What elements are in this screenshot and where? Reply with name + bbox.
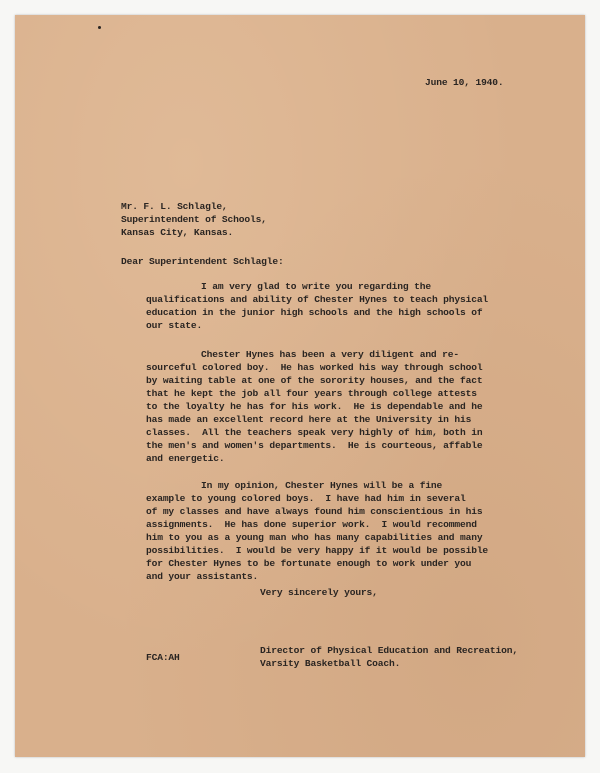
body-line: and energetic. (146, 453, 225, 464)
body-line: sourceful colored boy. He has worked his way through school (146, 362, 483, 373)
typist-initials: FCA:AH (146, 652, 180, 663)
letter-sheet (15, 15, 585, 757)
closing: Very sincerely yours, (260, 587, 378, 598)
body-line: our state. (146, 320, 203, 331)
body-line: In my opinion, Chester Hynes will be a fine (173, 480, 443, 491)
body-line: example to young colored boys. I have had him in several (146, 493, 466, 504)
body-line: has made an excellent record here at the University in his (146, 414, 472, 425)
body-line: that he kept the job all four years through college attests (146, 388, 477, 399)
recipient-line: Mr. F. L. Schlagle, (121, 201, 228, 212)
body-line: for Chester Hynes to be fortunate enough to work under you (146, 558, 472, 569)
letter-date: June 10, 1940. (425, 77, 504, 88)
signature-title-line: Varsity Basketball Coach. (260, 658, 401, 669)
signature-title-line: Director of Physical Education and Recreation, (260, 645, 518, 656)
salutation: Dear Superintendent Schlagle: (121, 256, 284, 267)
body-line: of my classes and have always found him conscientious in his (146, 506, 483, 517)
body-line: education in the junior high schools and the high schools of (146, 307, 483, 318)
paper-mark (98, 26, 101, 29)
body-line: Chester Hynes has been a very diligent and re- (173, 349, 459, 360)
recipient-line: Superintendent of Schools, (121, 214, 267, 225)
recipient-line: Kansas City, Kansas. (121, 227, 234, 238)
body-line: classes. All the teachers speak very highly of him, both in (146, 427, 483, 438)
body-line: I am very glad to write you regarding the (173, 281, 431, 292)
body-line: possibilities. I would be very happy if it would be possible (146, 545, 489, 556)
body-line: qualifications and ability of Chester Hynes to teach physical (146, 294, 489, 305)
body-line: assignments. He has done superior work. I would recommend (146, 519, 477, 530)
body-line: by waiting table at one of the sorority houses, and the fact (146, 375, 483, 386)
body-line: the men's and women's departments. He is courteous, affable (146, 440, 483, 451)
body-line: to the loyalty he has for his work. He is dependable and he (146, 401, 483, 412)
body-line: and your assistants. (146, 571, 259, 582)
body-line: him to you as a young man who has many capabilities and many (146, 532, 483, 543)
